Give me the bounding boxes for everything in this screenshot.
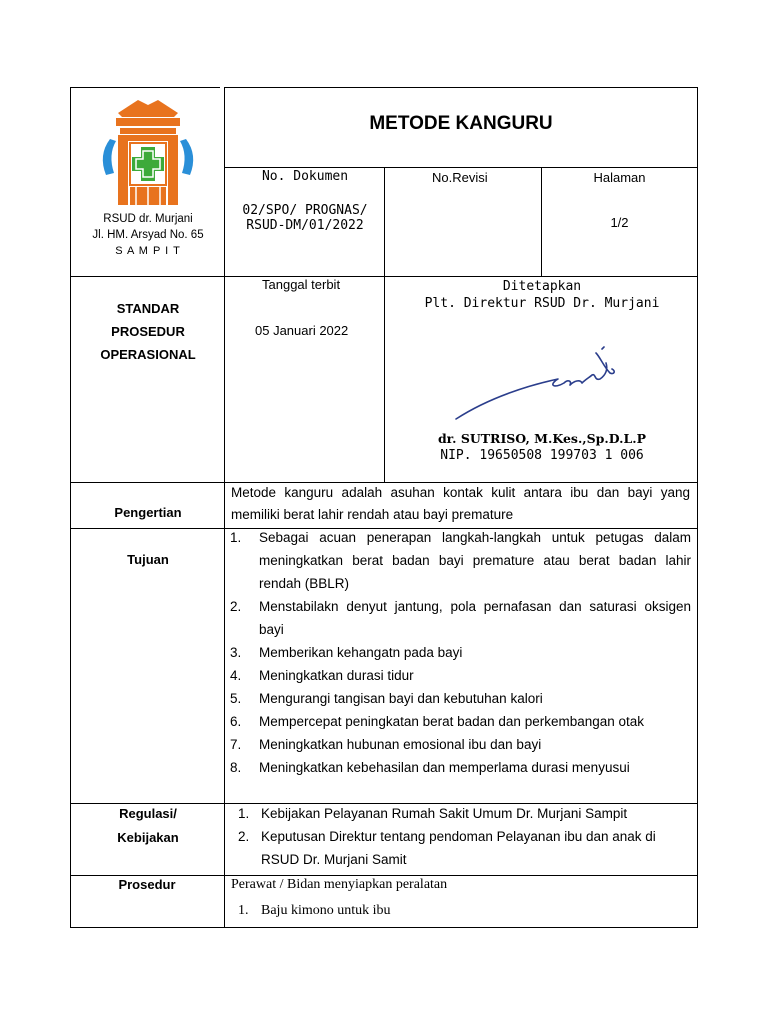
signature-icon bbox=[450, 345, 620, 425]
border-top-left bbox=[70, 87, 220, 88]
border-top-right bbox=[224, 87, 698, 88]
regulasi-list bbox=[238, 802, 678, 871]
issue-date-value: 05 Januari 2022 bbox=[255, 323, 349, 338]
doc-no-value: 02/SPO/ PROGNAS/ RSUD-DM/01/2022 bbox=[242, 203, 368, 233]
regulasi-label-line1: Regulasi/ bbox=[119, 806, 177, 821]
list-item: 6. Mempercepat peningkatan berat badan dan perkembangan otak bbox=[230, 714, 645, 729]
hospital-logo-icon bbox=[96, 95, 200, 207]
list-item: 3. Memberikan kehangatn pada bayi bbox=[230, 645, 463, 660]
pengertian-text: Metode kanguru adalah asuhan kontak kulit antara ibu dan bayi yang memiliki berat lahir rendah atau bayi premature bbox=[231, 485, 690, 522]
page-label: Halaman bbox=[593, 170, 646, 185]
border-right bbox=[697, 87, 698, 928]
list-item: 7. Meningkatkan hubunan emosional ibu dan bayi bbox=[230, 737, 542, 752]
issue-date-label: Tanggal terbit bbox=[262, 277, 341, 292]
border-left bbox=[70, 87, 71, 928]
list-item: 5. Mengurangi tangisan bayi dan kebutuhan kalori bbox=[230, 691, 543, 706]
list-item: 8. Meningkatkan kebehasilan dan memperlama durasi menyusui bbox=[230, 760, 630, 775]
border-col2-divider bbox=[384, 167, 385, 483]
list-item: 4. Meningkatkan durasi tidur bbox=[230, 668, 414, 683]
sop-label-line2: PROSEDUR bbox=[111, 324, 185, 339]
sop-label-line1: STANDAR bbox=[116, 301, 180, 316]
sop-label-line3: OPERASIONAL bbox=[100, 347, 196, 362]
document-title: METODE KANGURU bbox=[369, 113, 553, 134]
border-bottom bbox=[70, 927, 698, 928]
signatory-nip: NIP. 19650508 199703 1 006 bbox=[440, 448, 644, 463]
list-item: 1. Kebijakan Pelayanan Rumah Sakit Umum Dr. Murjani Sampit bbox=[238, 806, 628, 821]
border-title-bottom bbox=[224, 167, 698, 168]
regulasi-label-line2: Kebijakan bbox=[117, 830, 179, 845]
page-value: 1/2 bbox=[610, 215, 629, 230]
signatory-name: dr. SUTRISO, M.Kes.,Sp.D.L.P bbox=[437, 431, 647, 446]
prosedur-list bbox=[238, 899, 678, 922]
border-row5-bottom bbox=[70, 875, 698, 876]
approved-by: Plt. Direktur RSUD Dr. Murjani bbox=[424, 296, 660, 311]
border-col-divider bbox=[224, 87, 225, 928]
list-item: 1. Baju kimono untuk ibu bbox=[238, 903, 391, 918]
pengertian-label: Pengertian bbox=[114, 505, 182, 520]
approved-label: Ditetapkan bbox=[502, 279, 582, 294]
list-item: 2. Menstabilakn denyut jantung, pola pernafasan dan saturasi oksigen bayi bbox=[230, 599, 691, 637]
prosedur-label: Prosedur bbox=[118, 877, 176, 892]
list-item: 1. Sebagai acuan penerapan langkah-langkah untuk petugas dalam meningkatkan berat badan bayi premature atau berat badan lahir rendah (BBLR) bbox=[230, 530, 691, 591]
list-item: 2. Keputusan Direktur tentang pendoman Pelayanan ibu dan anak di RSUD Dr. Murjani Samit bbox=[238, 829, 656, 867]
revision-label: No.Revisi bbox=[432, 170, 488, 185]
hospital-address: Jl. HM. Arsyad No. 65 bbox=[92, 229, 204, 241]
hospital-city: S A M P I T bbox=[115, 245, 181, 257]
tujuan-label: Tujuan bbox=[127, 552, 169, 567]
prosedur-intro: Perawat / Bidan menyiapkan peralatan bbox=[231, 877, 448, 892]
doc-no-label: No. Dokumen bbox=[261, 169, 349, 184]
hospital-name: RSUD dr. Murjani bbox=[103, 213, 193, 225]
tujuan-list bbox=[230, 526, 691, 779]
